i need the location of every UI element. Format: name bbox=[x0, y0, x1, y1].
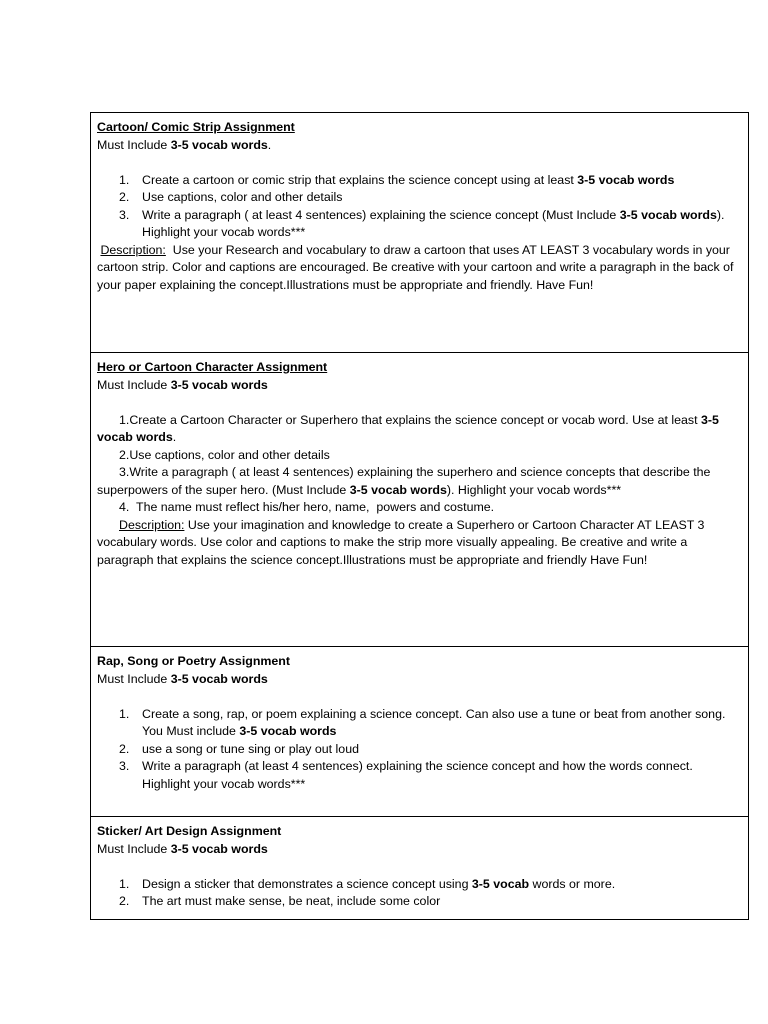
list-item bbox=[97, 706, 742, 741]
section-cartoon bbox=[91, 113, 749, 353]
must-include-label: Must Include bbox=[97, 671, 171, 686]
description-text: Use your Research and vocabulary to draw a cartoon that uses AT LEAST 3 vocabulary words in your cartoon strip. Color and captions are encouraged. Be creative with your cartoon and write a paragraph in the back of your paper explaining the concept.Illustrations must be appropriate and friendly. Have Fun! bbox=[97, 242, 737, 292]
paragraph-3 bbox=[97, 464, 742, 499]
item-bold: 3-5 vocab words bbox=[619, 207, 717, 222]
section-sticker bbox=[91, 817, 749, 920]
item-text-suffix: words or more. bbox=[529, 876, 616, 891]
item-text: Use captions, color and other details bbox=[142, 190, 343, 204]
list-item bbox=[97, 207, 742, 242]
must-include-line bbox=[97, 137, 742, 155]
item-bold: 3-5 vocab bbox=[471, 876, 530, 891]
must-include-bold: 3-5 vocab words bbox=[170, 137, 268, 152]
item-number: 1. bbox=[119, 706, 130, 721]
cell-rap bbox=[91, 647, 749, 817]
item-number: 1. bbox=[119, 876, 130, 891]
paragraph-1 bbox=[97, 412, 742, 447]
item-number: 2. bbox=[119, 894, 130, 908]
cell-sticker bbox=[91, 817, 749, 920]
must-include-label: Must Include bbox=[97, 377, 171, 392]
item-bold: 3-5 vocab words bbox=[239, 724, 337, 738]
item-text: Create a cartoon or comic strip that explains the science concept using at least bbox=[142, 172, 578, 187]
must-include-label: Must Include bbox=[97, 137, 171, 152]
item-text: The art must make sense, be neat, include some color bbox=[142, 894, 441, 908]
must-include-bold: 3-5 vocab words bbox=[170, 377, 268, 392]
list-item bbox=[97, 172, 742, 190]
must-include-line bbox=[97, 671, 742, 689]
paragraph-4 bbox=[97, 499, 742, 517]
item-text: Write a paragraph ( at least 4 sentences) explaining the science concept (Must Include bbox=[142, 207, 620, 222]
item-number: 1. bbox=[119, 172, 130, 187]
item-text: 2.Use captions, color and other details bbox=[119, 447, 330, 462]
item-bold: 3-5 vocab words bbox=[349, 482, 447, 497]
section-rap bbox=[91, 647, 749, 817]
list-item bbox=[97, 876, 742, 894]
paragraph-2 bbox=[97, 447, 742, 465]
item-text: 1.Create a Cartoon Character or Superhero that explains the science concept or vocab word. Use at least bbox=[119, 412, 701, 427]
item-text: Create a song, rap, or poem explaining a science concept. Can also use a tune or beat from another song. You Must include bbox=[142, 706, 726, 738]
item-number: 2. bbox=[119, 741, 130, 756]
instruction-list bbox=[97, 706, 742, 794]
item-number: 3. bbox=[119, 759, 130, 773]
cell-cartoon bbox=[91, 113, 749, 353]
assignment-table bbox=[90, 112, 749, 920]
description-label: Description: bbox=[119, 517, 185, 532]
list-item bbox=[97, 758, 742, 793]
section-title: Hero or Cartoon Character Assignment bbox=[97, 360, 328, 374]
description bbox=[97, 517, 742, 570]
must-include-line bbox=[97, 841, 742, 859]
list-item bbox=[97, 189, 742, 207]
item-bold: 3-5 vocab words bbox=[577, 172, 675, 187]
list-item bbox=[97, 893, 742, 911]
must-include-suffix: . bbox=[267, 137, 272, 152]
item-text: 4. The name must reflect his/her hero, name, powers and costume. bbox=[119, 500, 495, 514]
item-text: 3.Write a paragraph ( at least 4 sentences) explaining the superhero and science concepts that describe the superpowers of the super hero. (Must Include bbox=[97, 465, 711, 497]
item-bold: 3-5 vocab words bbox=[97, 412, 719, 444]
item-text: Design a sticker that demonstrates a science concept using bbox=[142, 876, 472, 891]
section-hero bbox=[91, 353, 749, 647]
item-text: Write a paragraph (at least 4 sentences) explaining the science concept and how the words connect. Highlight your vocab words*** bbox=[142, 759, 693, 791]
item-text-suffix: ). Highlight your vocab words*** bbox=[446, 482, 622, 497]
item-text-suffix: ). Highlight your vocab words*** bbox=[142, 207, 725, 239]
description-label: Description: bbox=[100, 242, 166, 257]
must-include-bold: 3-5 vocab words bbox=[170, 841, 268, 856]
must-include-line bbox=[97, 377, 742, 395]
description bbox=[97, 242, 742, 295]
item-text: use a song or tune sing or play out loud bbox=[142, 741, 359, 756]
cell-hero bbox=[91, 353, 749, 647]
description-text: Use your imagination and knowledge to create a Superhero or Cartoon Character AT LEAST 3 vocabulary words. Use color and captions to make the strip more visually appealing. Be creative and write a paragraph that explains the science concept.Illustrations must be appropriate and friendly Have Fun! bbox=[97, 517, 705, 567]
instruction-list bbox=[97, 876, 742, 911]
section-title: Sticker/ Art Design Assignment bbox=[97, 824, 282, 838]
must-include-label: Must Include bbox=[97, 841, 171, 856]
item-text-suffix: . bbox=[172, 430, 177, 444]
must-include-bold: 3-5 vocab words bbox=[170, 671, 268, 686]
list-item bbox=[97, 741, 742, 759]
section-title: Rap, Song or Poetry Assignment bbox=[97, 654, 290, 668]
item-number: 2. bbox=[119, 190, 130, 204]
instruction-list bbox=[97, 172, 742, 242]
item-number: 3. bbox=[119, 207, 130, 222]
section-title: Cartoon/ Comic Strip Assignment bbox=[97, 120, 295, 134]
